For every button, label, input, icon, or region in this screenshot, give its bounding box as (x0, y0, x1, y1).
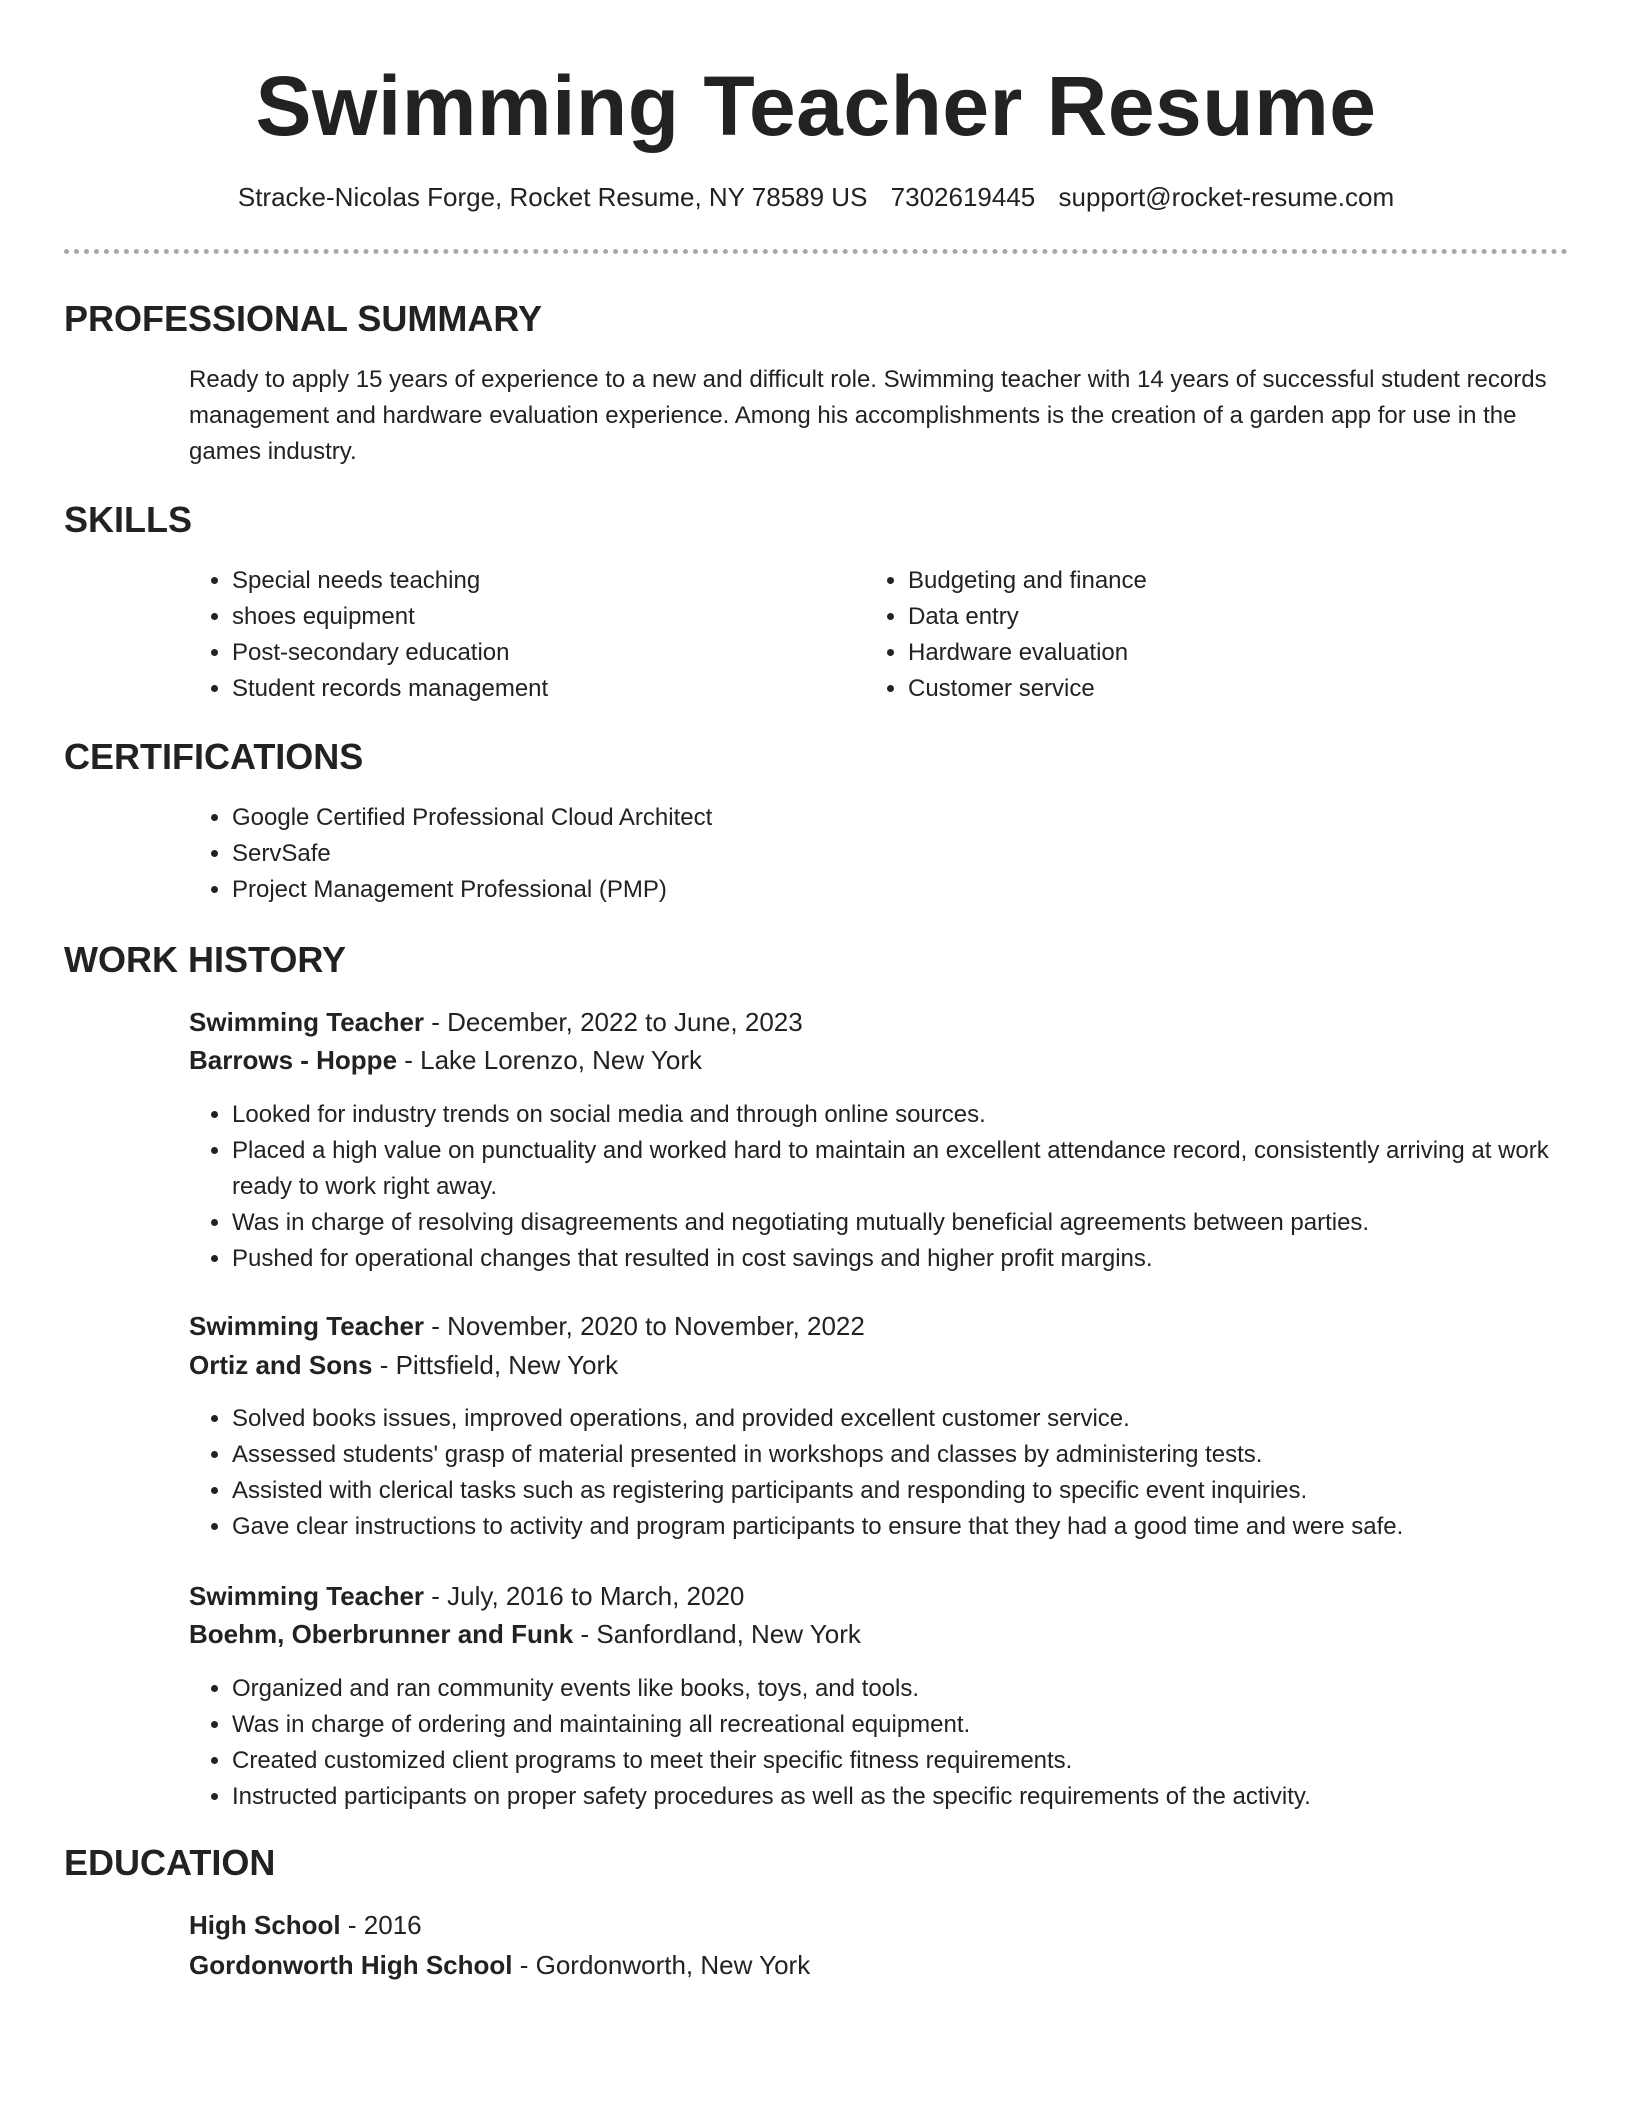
skills-heading: SKILLS (64, 499, 193, 540)
job-title-line (189, 1003, 803, 1041)
education-year: - 2016 (340, 1910, 422, 1940)
job-bullet: • Organized and ran community events like books, toys, and tools. (232, 1671, 1602, 1707)
skills-list-left (189, 563, 852, 707)
job-bullets (189, 1401, 1602, 1545)
certifications-heading: CERTIFICATIONS (64, 736, 364, 777)
job-bullet: • Gave clear instructions to activity and program participants to ensure that they had a good time and were safe. (232, 1509, 1602, 1545)
job-dates: - July, 2016 to March, 2020 (424, 1581, 745, 1611)
job-title-line (189, 1577, 744, 1615)
job-bullet: • Assisted with clerical tasks such as registering participants and responding to specific event inquiries. (232, 1473, 1602, 1509)
skill-item: • shoes equipment (232, 599, 852, 635)
certification-item: • Project Management Professional (PMP) (232, 872, 1532, 908)
job-bullets (189, 1671, 1602, 1815)
job-company-line (189, 1346, 618, 1384)
skill-item: • Post-secondary education (232, 635, 852, 671)
skill-item: • Data entry (908, 599, 1528, 635)
job-bullet: • Pushed for operational changes that resulted in cost savings and higher profit margins. (232, 1241, 1602, 1277)
job-dates: - December, 2022 to June, 2023 (424, 1007, 803, 1037)
skill-item: • Hardware evaluation (908, 635, 1528, 671)
job-dates: - November, 2020 to November, 2022 (424, 1311, 865, 1341)
certification-item: • Google Certified Professional Cloud Architect (232, 800, 1532, 836)
certifications-list (189, 800, 1532, 908)
job-title: Swimming Teacher (189, 1311, 425, 1341)
job-bullet: • Solved books issues, improved operations, and provided excellent customer service. (232, 1401, 1602, 1437)
summary-heading: PROFESSIONAL SUMMARY (64, 298, 543, 339)
job-company-line (189, 1041, 702, 1079)
job-bullet: • Assessed students' grasp of material presented in workshops and classes by administering tests. (232, 1437, 1602, 1473)
job-bullet: • Placed a high value on punctuality and worked hard to maintain an excellent attendance record, consistently arriving at work ready to work right away. (232, 1133, 1602, 1205)
job-location: - Sanfordland, New York (573, 1619, 861, 1649)
job-company-line (189, 1615, 861, 1653)
resume-title: Swimming Teacher Resume (255, 59, 1377, 153)
work-heading: WORK HISTORY (64, 939, 347, 980)
education-degree: High School (189, 1910, 341, 1940)
summary-text: Ready to apply 15 years of experience to a new and difficult role. Swimming teacher with 14 years of successful student records management and hardware evaluation experience. Among his accomplishments is the creation of a garden app for use in the games industry. (189, 366, 1547, 465)
contact-phone: 7302619445 (890, 182, 1036, 212)
job-bullet: • Was in charge of resolving disagreements and negotiating mutually beneficial agreements between parties. (232, 1205, 1602, 1241)
skill-item: • Customer service (908, 671, 1528, 707)
education-school-line (189, 1946, 810, 1984)
education-location: - Gordonworth, New York (512, 1950, 811, 1980)
contact-address: Stracke-Nicolas Forge, Rocket Resume, NY 78589 US (237, 182, 868, 212)
education-heading: EDUCATION (64, 1842, 276, 1883)
job-bullet: • Looked for industry trends on social media and through online sources. (232, 1097, 1602, 1133)
job-title-line (189, 1307, 865, 1345)
job-location: - Pittsfield, New York (372, 1350, 619, 1380)
job-title: Swimming Teacher (189, 1581, 425, 1611)
education-degree-line (189, 1906, 422, 1944)
certification-item: • ServSafe (232, 836, 1532, 872)
education-school: Gordonworth High School (189, 1950, 513, 1980)
contact-email: support@rocket-resume.com (1058, 182, 1395, 212)
skill-item: • Student records management (232, 671, 852, 707)
job-company: Ortiz and Sons (189, 1350, 373, 1380)
job-company: Barrows - Hoppe (189, 1045, 398, 1075)
job-bullets (189, 1097, 1602, 1277)
job-bullet: • Created customized client programs to meet their specific fitness requirements. (232, 1743, 1602, 1779)
job-location: - Lake Lorenzo, New York (397, 1045, 702, 1075)
skill-item: • Budgeting and finance (908, 563, 1528, 599)
job-bullet: • Instructed participants on proper safety procedures as well as the specific requirements of the activity. (232, 1779, 1602, 1815)
job-company: Boehm, Oberbrunner and Funk (189, 1619, 574, 1649)
job-bullet: • Was in charge of ordering and maintaining all recreational equipment. (232, 1707, 1602, 1743)
job-title: Swimming Teacher (189, 1007, 425, 1037)
skills-list-right (865, 563, 1528, 707)
skill-item: • Special needs teaching (232, 563, 852, 599)
contact-line (0, 179, 1632, 215)
header-divider (64, 249, 1568, 254)
